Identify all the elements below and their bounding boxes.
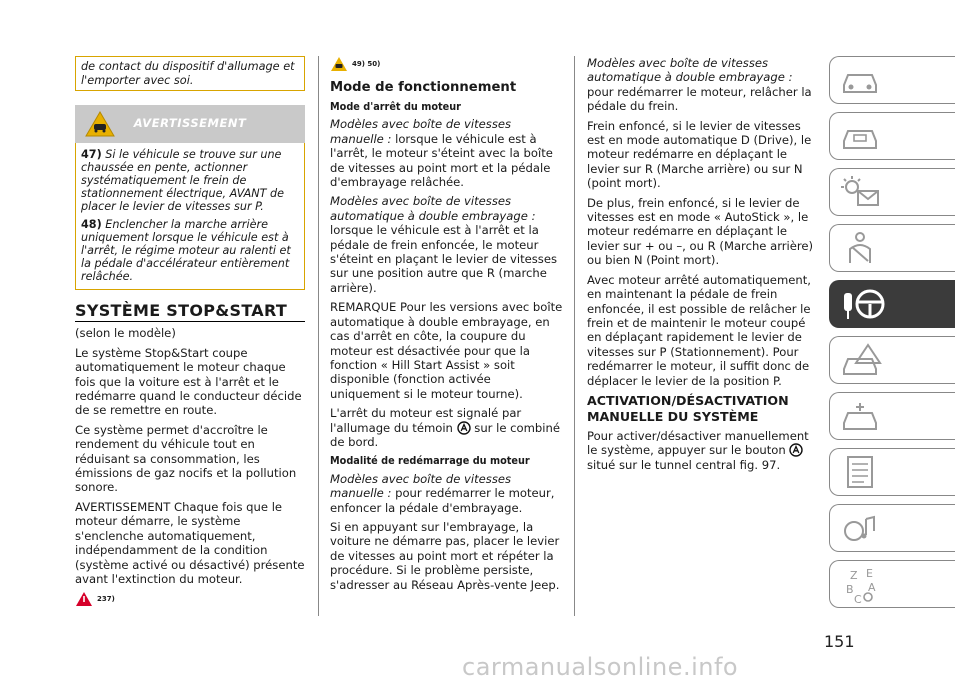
refs-text: 49) 50)	[352, 59, 381, 68]
note-continuation: de contact du dispositif d'allumage et l'emporter avec soi.	[75, 56, 305, 91]
subheading-engine-stop: Mode d'arrêt du moteur	[330, 100, 461, 113]
section-heading-stop-start: SYSTÈME STOP&START	[75, 304, 305, 322]
svg-text:E: E	[866, 567, 873, 580]
chapter-tabs	[829, 56, 955, 616]
tab-servicing[interactable]	[829, 392, 955, 440]
paragraph: Modèles avec boîte de vitesses automatique à double embrayage : pour redémarrer le moteur, relâcher la pédale du frein.	[587, 56, 812, 114]
column-divider	[574, 56, 575, 616]
ref-text: 237)	[97, 595, 115, 604]
warning-refs	[330, 56, 563, 72]
paragraph: Modèles avec boîte de vitesses automatique à double embrayage : lorsque le véhicule est à l'arrêt et la pédale de frein enfoncée, le moteur s'éteint en plaçant le levier de vitesses sur une position autre que R (marche arrière).	[330, 194, 558, 295]
section-heading-operation: Mode de fonctionnement	[330, 80, 517, 95]
tab-index[interactable]	[829, 560, 955, 608]
tab-multimedia[interactable]	[829, 504, 955, 552]
warning-header	[75, 105, 305, 143]
paragraph: Si en appuyant sur l'embrayage, la voiture ne démarre pas, placer le levier de vitesses au point mort et répéter la procédure. Si le problème persiste, s'adresser au Réseau Après-vente Jeep.	[330, 519, 560, 592]
column-middle	[330, 56, 563, 597]
auto-stop-indicator-icon	[457, 421, 471, 435]
watermark: carmanualsonline.info	[462, 653, 739, 681]
paragraph: Avec moteur arrêté automatiquement, en maintenant la pédale de frein enfoncée, il est possible de relâcher le frein et de maintenir le moteur coupé en déplaçant rapidement le levier de vitesses sur P (Stationnement). Pour redémarrer le moteur, il suffit donc de déplacer le levier de la position P.	[587, 272, 811, 388]
paragraph: Pour activer/désactiver manuellement le système, appuyer sur le bouton situé sur le tunnel central fig. 97.	[587, 428, 809, 472]
paragraph: L'arrêt du moteur est signalé par l'allumage du témoin sur le combiné de bord.	[330, 406, 560, 449]
warning-num-48: 48)	[81, 218, 102, 231]
car-service-icon	[838, 397, 884, 435]
seatbelt-icon	[838, 229, 884, 267]
dashboard-icon	[838, 117, 884, 155]
paragraph: AVERTISSEMENT Chaque fois que le moteur démarre, le système s'enclenche automatiquement, indépendamment de la condition (système activé ou désactivé) présente avant l'extinction du moteur.	[75, 499, 305, 586]
yellow-warning-car-icon	[330, 56, 348, 72]
svg-text:Z: Z	[850, 569, 858, 582]
warning-num-47: 47)	[81, 148, 102, 161]
page-number: 151	[824, 632, 855, 651]
spec-sheet-icon	[838, 453, 884, 491]
alphabet-index-icon	[838, 565, 884, 605]
tab-lights-and-messages[interactable]	[829, 168, 955, 216]
stop-start-button-icon	[789, 443, 803, 457]
paragraph: Modèles avec boîte de vitesses manuelle : pour redémarrer le moteur, enfoncer la pédale d'embrayage.	[330, 471, 555, 515]
key-steering-wheel-icon	[838, 285, 888, 325]
tab-instrument-panel[interactable]	[829, 112, 955, 160]
section-heading-activation: ACTIVATION/DÉSACTIVATION MANUELLE DU SYSTÈME	[587, 392, 789, 424]
warning-ref	[75, 591, 305, 607]
red-warning-icon	[75, 591, 93, 607]
car-front-icon	[838, 61, 884, 99]
warning-title: AVERTISSEMENT	[133, 116, 247, 130]
warning-text-48: Enclencher la marche arrière uniquement lorsque le véhicule est à l'arrêt, le régime moteur au ralenti et la pédale d'accélérateur entièrement relâchée.	[81, 218, 291, 283]
tab-technical-data[interactable]	[829, 448, 955, 496]
paragraph: Le système Stop&Start coupe automatiquement le moteur chaque fois que la voiture est à l'arrêt et le redémarre quand le conducteur décide de se remettre en route.	[75, 345, 302, 418]
sun-envelope-icon	[838, 173, 884, 211]
paragraph: Ce système permet d'accroître le rendement du véhicule tout en réduisant sa consommation, les émissions de gaz nocifs et la pollution sonore.	[75, 422, 297, 495]
paragraph: De plus, frein enfoncé, si le levier de vitesses est en mode « AutoStick », le moteur redémarre en déplaçant le levier sur + ou –, ou R (Marche arrière) ou bien N (Point mort).	[587, 195, 814, 268]
tab-safety[interactable]	[829, 224, 955, 272]
warning-body	[75, 143, 305, 290]
multimedia-icon	[838, 509, 884, 547]
column-right	[587, 56, 815, 477]
column-divider	[318, 56, 319, 616]
tab-in-an-emergency[interactable]	[829, 336, 955, 384]
car-hazard-icon	[838, 341, 884, 379]
tab-starting-and-driving[interactable]	[829, 280, 955, 328]
paragraph: REMARQUE Pour les versions avec boîte automatique à double embrayage, en cas d'arrêt en côte, la coupure du moteur est désactivée pour que la fonction « Hill Start Assist » soit disponible (fonction activée uniquement si le moteur tourne).	[330, 300, 563, 401]
paragraph: Modèles avec boîte de vitesses manuelle : lorsque le véhicule est à l'arrêt, le moteur s'éteint avec la boîte de vitesses au point mort et la pédale d'embrayage relâchée.	[330, 117, 553, 190]
paragraph: (selon le modèle)	[75, 326, 176, 341]
svg-text:A: A	[868, 581, 876, 594]
column-left	[75, 56, 305, 615]
subheading-restart: Modalité de redémarrage du moteur	[330, 454, 530, 468]
tab-getting-to-know-vehicle[interactable]	[829, 56, 955, 104]
warning-text-47: Si le véhicule se trouve sur une chaussée en pente, actionner systématiquement le frein de stationnement électrique, AVANT de placer le levier de vitesses sur P.	[81, 148, 284, 213]
svg-text:C: C	[854, 593, 862, 605]
svg-text:B: B	[846, 583, 854, 596]
paragraph: Frein enfoncé, si le levier de vitesses est en mode automatique D (Drive), le moteur redémarre en déplaçant le levier sur R (Marche arrière) ou sur N (point mort).	[587, 118, 812, 191]
